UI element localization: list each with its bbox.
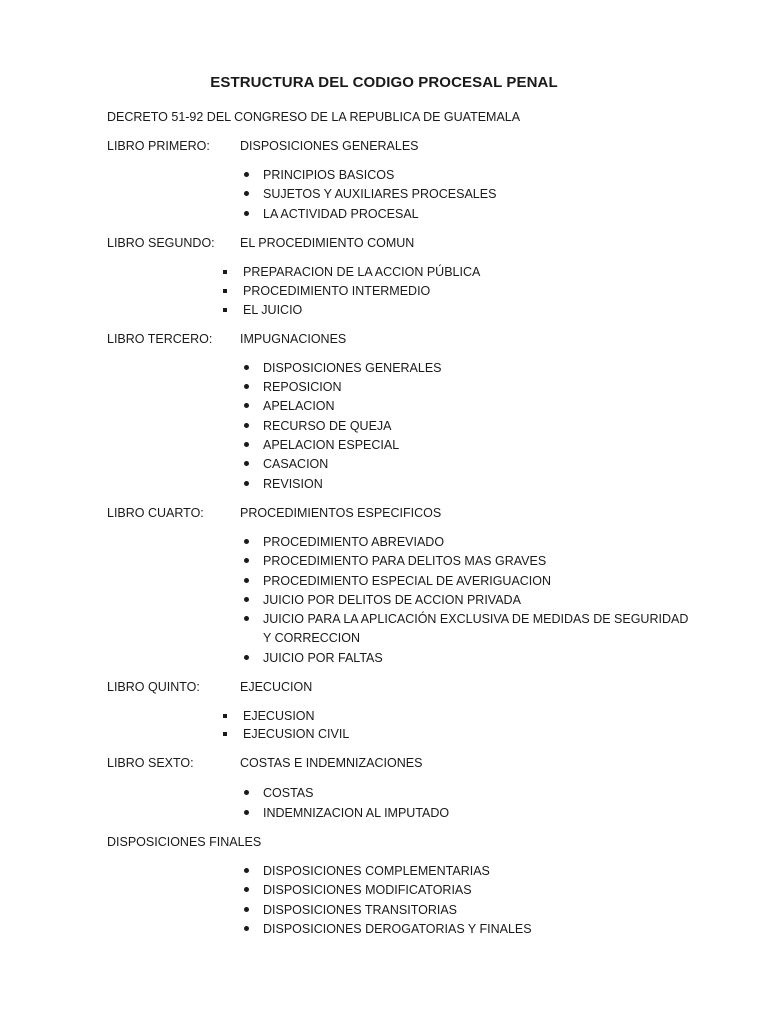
- bullet-icon: [240, 379, 252, 395]
- bullet-icon: [240, 785, 252, 801]
- bullet-icon: [240, 476, 252, 492]
- document-page: ESTRUCTURA DEL CODIGO PROCESAL PENAL DECRETO 51-92 DEL CONGRESO DE LA REPUBLICA DE GUATEMALA LIBRO PRIMERO: DISPOSICIONES GENERALES PRINCIPIOS BASICOS SUJETOS Y AUXILIARES PROCESALES LA ACTIVIDAD PROCESAL LIBRO SEGUNDO: EL PROCEDIMIENTO COMUN PREPARACION DE LA ACCION PÚBLICA PROCEDIMIENTO INTERMEDIO EL JUICIO LIBRO TERCERO: IMPUGNACIONES DISPOSICIONES GENERALES REPOSICION APELACION RECURSO DE QUEJA APELACION ESPECIAL CASACION REVISION LIBRO CUARTO: PROCEDIMIENTOS ESPECIFICOS PROCEDIMIENTO ABREVIADO PROCEDIMIENTO PARA DELITOS MAS GRAVES PROCEDIMIENTO ESPECIAL DE AVERIGUACION JUICIO POR DELITOS DE ACCION PRIVADA JUICIO PARA LA APLICACIÓN EXCLUSIVA DE MEDIDAS DE SEGURIDAD Y CORRECCION JUICIO POR FALTAS LIBRO QUINTO: EJECUCION EJECUSION EJECUSION CIVIL LIBRO SEXTO: COSTAS E INDEMNIZACIONES COSTAS INDEMNIZACION AL IMPUTADO DISPOSICIONES FINALES DISPOSICIONES COMPLEMENTARIAS DISPOSICIONES MODIFICATORIAS DISPOSICIONES TRANSITORIAS DISPOSICIONES DEROGATORIAS Y FINALES: [0, 0, 768, 1024]
- bullet-icon: [240, 611, 252, 627]
- bullet-icon: [240, 167, 252, 183]
- document-title: ESTRUCTURA DEL CODIGO PROCESAL PENAL: [210, 74, 558, 91]
- book-label: LIBRO QUINTO:: [107, 680, 200, 694]
- bullet-icon: [240, 186, 252, 202]
- book-heading: COSTAS E INDEMNIZACIONES: [240, 756, 423, 770]
- book-heading: EL PROCEDIMIENTO COMUN: [240, 236, 415, 250]
- bullet-icon: [240, 206, 252, 222]
- bullet-icon: [240, 553, 252, 569]
- bullet-icon: [240, 456, 252, 472]
- bullet-icon: [240, 534, 252, 550]
- bullet-icon: [240, 863, 252, 879]
- square-bullet-icon: [219, 264, 231, 280]
- bullet-icon: [240, 360, 252, 376]
- bullet-icon: [240, 921, 252, 937]
- bullet-icon: [240, 573, 252, 589]
- bullet-icon: [240, 902, 252, 918]
- book-label: LIBRO SEGUNDO:: [107, 236, 215, 250]
- bullet-icon: [240, 805, 252, 821]
- book-label: LIBRO CUARTO:: [107, 506, 204, 520]
- bullet-icon: [240, 592, 252, 608]
- book-label: LIBRO PRIMERO:: [107, 139, 210, 153]
- bullet-icon: [240, 418, 252, 434]
- book-label: LIBRO SEXTO:: [107, 756, 194, 770]
- bullet-icon: [240, 650, 252, 666]
- bullet-icon: [240, 437, 252, 453]
- square-bullet-icon: [219, 283, 231, 299]
- book-heading: IMPUGNACIONES: [240, 332, 347, 346]
- square-bullet-icon: [219, 302, 231, 318]
- book-label: LIBRO TERCERO:: [107, 332, 213, 346]
- book-heading: EJECUCION: [240, 680, 313, 694]
- final-heading: DISPOSICIONES FINALES: [107, 835, 262, 849]
- square-bullet-icon: [219, 708, 231, 724]
- book-heading: DISPOSICIONES GENERALES: [240, 139, 419, 153]
- decree-line: DECRETO 51-92 DEL CONGRESO DE LA REPUBLICA DE GUATEMALA: [107, 110, 521, 124]
- book-heading: PROCEDIMIENTOS ESPECIFICOS: [240, 506, 442, 520]
- bullet-icon: [240, 882, 252, 898]
- square-bullet-icon: [219, 726, 231, 742]
- bullet-icon: [240, 398, 252, 414]
